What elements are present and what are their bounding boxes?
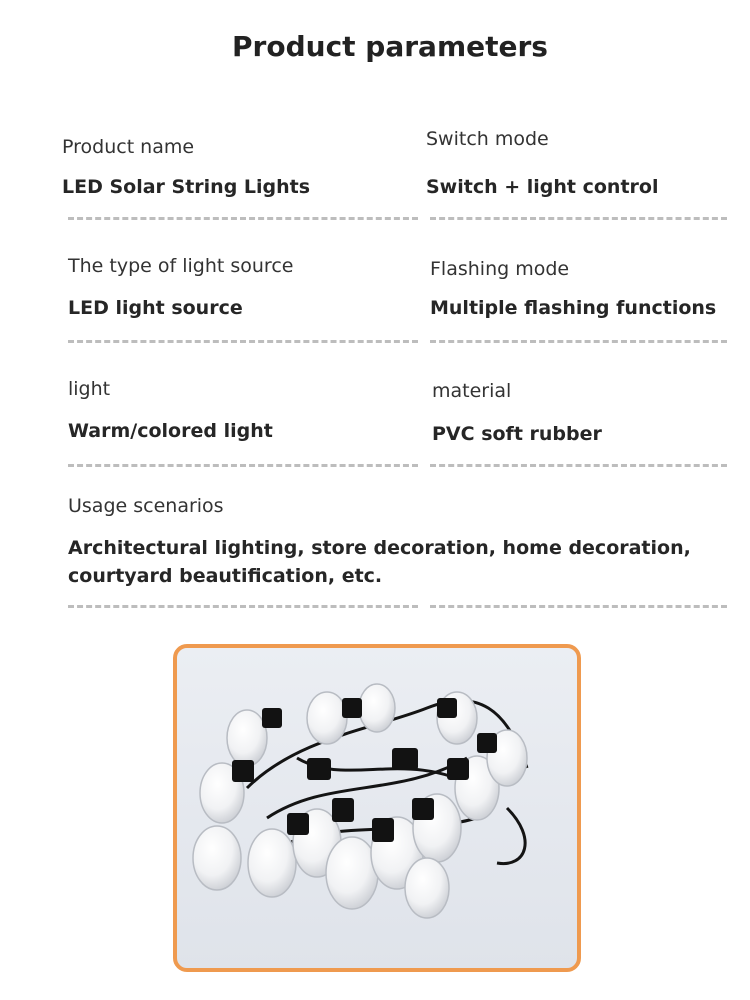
divider (430, 605, 727, 608)
light-source-value: LED light source (68, 297, 243, 319)
flashing-mode-value: Multiple flashing functions (430, 297, 717, 319)
product-name-value: LED Solar String Lights (62, 176, 311, 198)
flashing-mode-label: Flashing mode (430, 258, 570, 280)
usage-label: Usage scenarios (68, 495, 224, 517)
divider (68, 340, 418, 343)
usage-value-line1: Architectural lighting, store decoration, home decoration, (68, 537, 691, 559)
string-lights-photo (177, 648, 577, 968)
divider (68, 605, 418, 608)
material-value: PVC soft rubber (432, 423, 602, 445)
switch-mode-label: Switch mode (426, 128, 549, 150)
usage-value (68, 534, 748, 590)
usage-value-line2: courtyard beautification, etc. (68, 565, 383, 587)
divider (430, 464, 727, 467)
material-label: material (432, 380, 512, 402)
product-photo (173, 644, 581, 972)
light-value: Warm/colored light (68, 420, 273, 442)
switch-mode-value: Switch + light control (426, 176, 659, 198)
light-source-label: The type of light source (68, 255, 294, 277)
divider (68, 464, 418, 467)
page-title: Product parameters (232, 30, 548, 63)
divider (430, 340, 727, 343)
divider (430, 217, 727, 220)
divider (68, 217, 418, 220)
light-label: light (68, 378, 111, 400)
product-name-label: Product name (62, 136, 195, 158)
